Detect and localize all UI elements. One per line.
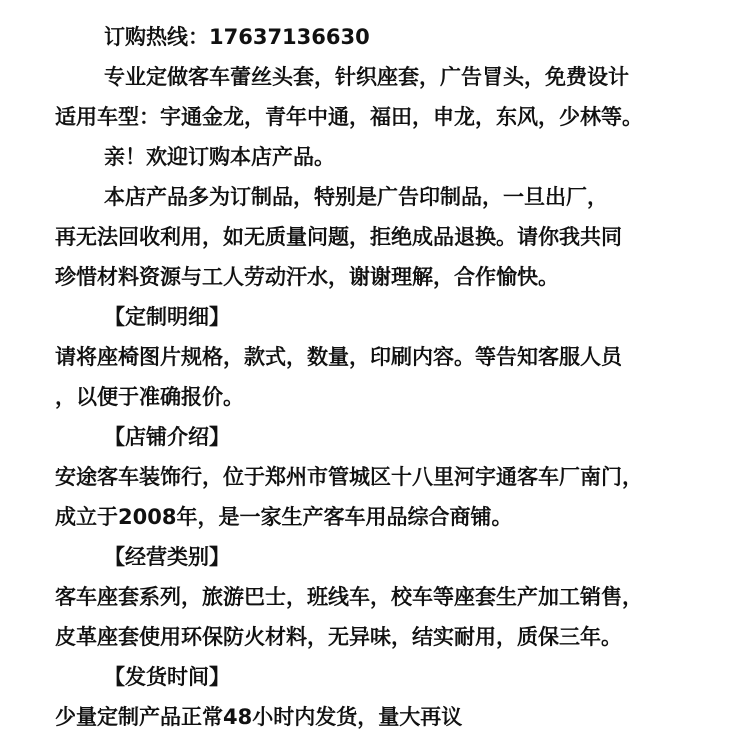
- intro-line-1: 专业定做客车蕾丝头套，针织座套，广告冒头，免费设计: [104, 65, 629, 89]
- custom-detail-line-1: 请将座椅图片规格，款式，数量，印刷内容。等告知客服人员: [55, 345, 622, 369]
- store-intro-line-2: 成立于2008年，是一家生产客车用品综合商铺。: [55, 505, 513, 529]
- notice-line-2: 再无法回收利用，如无质量问题，拒绝成品退换。请你我共同: [55, 225, 622, 249]
- welcome-text: 亲！欢迎订购本店产品。: [104, 145, 335, 169]
- intro-line-2: 适用车型：宇通金龙，青年中通，福田，申龙，东风，少林等。: [55, 105, 643, 129]
- hotline-text: 订购热线：17637136630: [104, 25, 370, 49]
- notice-line-1: 本店产品多为订制品，特别是广告印制品，一旦出厂，: [104, 185, 608, 209]
- section-heading-shipping: 【发货时间】: [104, 665, 230, 689]
- section-heading-business: 【经营类别】: [104, 545, 230, 569]
- store-intro-line-1: 安途客车装饰行，位于郑州市管城区十八里河宇通客车厂南门，: [55, 465, 643, 489]
- notice-line-3: 珍惜材料资源与工人劳动汗水，谢谢理解，合作愉快。: [55, 265, 559, 289]
- business-line-1: 客车座套系列，旅游巴士，班线车，校车等座套生产加工销售，: [55, 585, 643, 609]
- section-heading-store: 【店铺介绍】: [104, 425, 230, 449]
- section-heading-custom: 【定制明细】: [104, 305, 230, 329]
- business-line-2: 皮革座套使用环保防火材料，无异味，结实耐用，质保三年。: [55, 625, 622, 649]
- shipping-line-1: 少量定制产品正常48小时内发货，量大再议: [55, 705, 463, 729]
- custom-detail-line-2: ，以便于准确报价。: [55, 385, 244, 409]
